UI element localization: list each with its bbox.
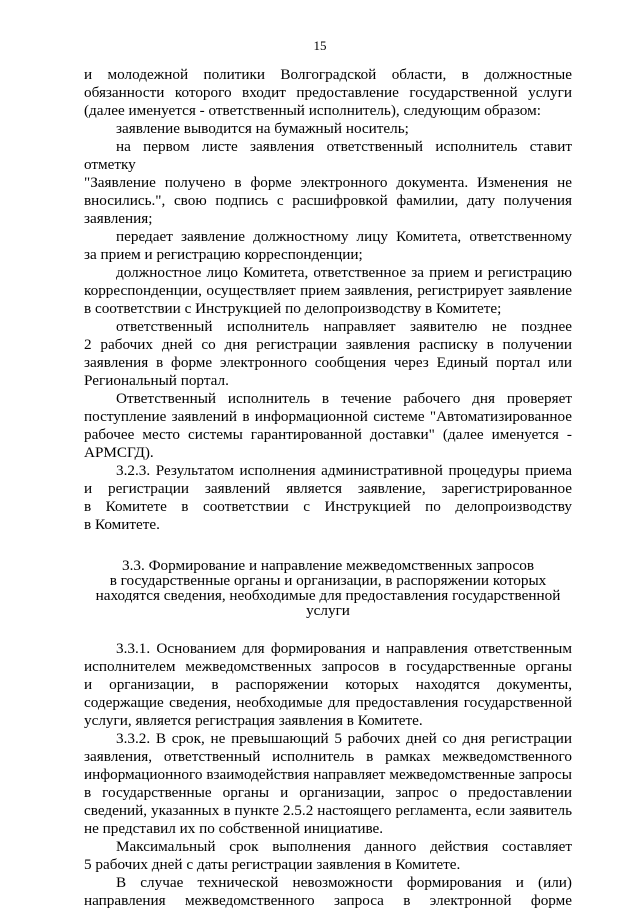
text-line: 2 рабочих дней со дня регистрации заявления расписку в получении [84,336,572,353]
text-line: должностное лицо Комитета, ответственное за прием и регистрацию [116,264,572,281]
document-body [84,66,572,910]
text-line: Максимальный срок выполнения данного действия составляет [116,838,572,855]
paragraph-3-2-3 [84,462,572,534]
paragraph-continuation [84,66,572,120]
text-line: сведений, указанных в пункте 2.5.2 настоящего регламента, если заявитель [84,802,572,819]
heading-line: находятся сведения, необходимые для предоставления государственной [95,587,561,604]
text-line: (далее именуется - ответственный исполнитель), следующим образом: [84,102,541,119]
text-line: Ответственный исполнитель в течение рабочего дня проверяет [116,390,572,407]
section-heading [84,558,572,618]
paragraph-registration [84,264,572,318]
text-line: 3.3.1. Основанием для формирования и направления ответственным [116,640,572,657]
text-line: В случае технической невозможности формирования и (или) [116,874,572,891]
text-line: заявление выводится на бумажный носитель; [116,120,409,137]
paragraph-print-out [84,120,572,138]
text-line: 5 рабочих дней с даты регистрации заявления в Комитете. [84,856,461,873]
text-line: и молодежной политики Волгоградской области, в должностные [84,66,572,83]
text-line: на первом листе заявления ответственный исполнитель ставит отметку [84,138,572,173]
paragraph-armsgd [84,390,572,462]
heading-line: в государственные органы и организации, в распоряжении которых [109,572,547,589]
text-line: корреспонденции, осуществляет прием заявления, регистрирует заявление [84,282,572,299]
text-line: в государственные органы и организации, запрос о предоставлении [84,784,572,801]
text-line: 3.3.2. В срок, не превышающий 5 рабочих дней со дня регистрации [116,730,572,747]
text-line: вносились.", свою подпись с расшифровкой фамилии, дату получения [84,192,572,209]
text-line: и организации, в распоряжении которых находятся документы, [84,676,572,693]
text-line: поступление заявлений в информационной системе "Автоматизированное [84,408,572,425]
text-line: информационного взаимодействия направляет межведомственные запросы [84,766,572,783]
text-line: в Комитете в соответствии с Инструкцией по делопроизводству [84,498,572,515]
text-line: передает заявление должностному лицу Комитета, ответственному [116,228,572,245]
text-line: Региональный портал. [84,372,229,389]
text-line: рабочее место системы гарантированной доставки" (далее именуется - [84,426,572,443]
paragraph-3-3-2 [84,730,572,838]
heading-line: услуги [306,602,350,619]
text-line: обязанности которого входит предоставление государственной услуги [84,84,572,101]
text-line: исполнителем межведомственных запросов в государственные органы [84,658,572,675]
page-number: 15 [313,38,327,53]
paragraph-transfer [84,228,572,264]
text-line: ответственный исполнитель направляет заявителю не позднее [116,318,572,335]
text-line: содержащие сведения, необходимые для предоставления государственной [84,694,572,711]
text-line: в Комитете. [84,516,160,533]
paragraph-max-term [84,838,572,874]
paragraph-3-3-1 [84,640,572,730]
text-line: "Заявление получено в форме электронного документа. Изменения не [84,174,572,191]
text-line: 3.2.3. Результатом исполнения административной процедуры приема [116,462,572,479]
text-line: в соответствии с Инструкцией по делопроизводству в Комитете; [84,300,502,317]
text-line: направления межведомственного запроса в электронной форме [84,892,572,909]
text-line: не представил их по собственной инициативе. [84,820,384,837]
text-line: за прием и регистрацию корреспонденции; [84,246,363,263]
paragraph-receipt [84,318,572,390]
paragraph-first-sheet-mark [84,138,572,228]
text-line: услуги, является регистрация заявления в Комитете. [84,712,423,729]
text-line: заявления в форме электронного сообщения через Единый портал или [84,354,572,371]
text-line: АРМСГД). [84,444,154,461]
text-line: заявления, ответственный исполнитель в рамках межведомственного [84,748,572,765]
heading-line: 3.3. Формирование и направление межведомственных запросов [121,557,534,574]
text-line: заявления; [84,210,153,227]
text-line: и регистрации заявлений является заявление, зарегистрированное [84,480,572,497]
